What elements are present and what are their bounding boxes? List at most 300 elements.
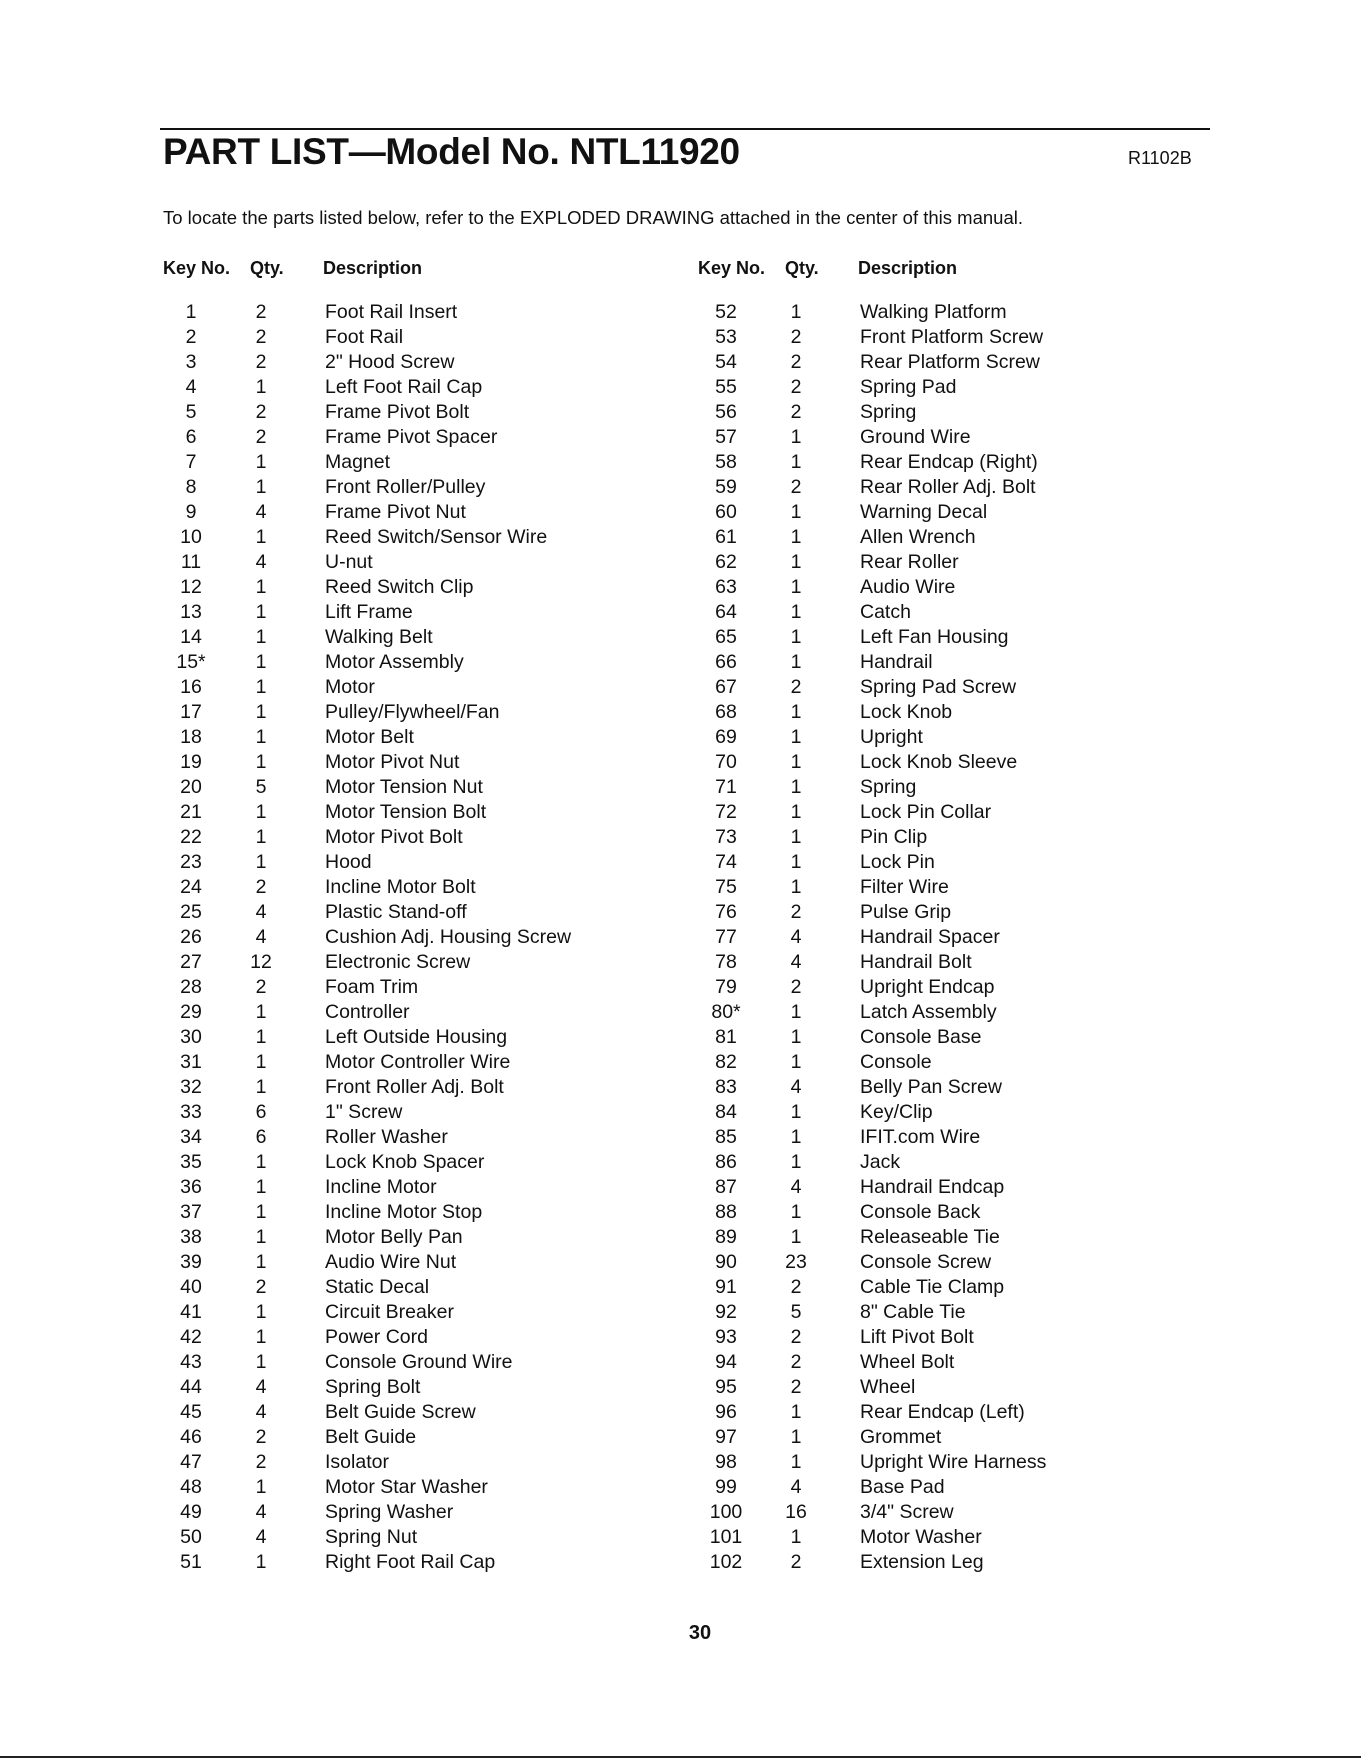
part-key-no: 24 <box>180 876 202 898</box>
part-qty: 1 <box>790 1526 802 1548</box>
part-qty: 1 <box>790 1126 802 1148</box>
part-key-no: 73 <box>715 826 737 848</box>
part-description: Front Roller Adj. Bolt <box>325 1076 504 1098</box>
part-description: Warning Decal <box>860 501 988 523</box>
part-qty: 1 <box>790 1101 802 1123</box>
part-qty: 2 <box>255 1451 267 1473</box>
part-qty: 1 <box>255 726 267 748</box>
part-description: Frame Pivot Nut <box>325 501 466 523</box>
part-description: Upright Wire Harness <box>860 1451 1047 1473</box>
part-key-no: 23 <box>180 851 202 873</box>
part-key-no: 85 <box>715 1126 737 1148</box>
part-description: Motor Washer <box>860 1526 982 1548</box>
part-key-no: 37 <box>180 1201 202 1223</box>
part-description: Reed Switch/Sensor Wire <box>325 526 548 548</box>
part-description: Spring Nut <box>325 1526 418 1548</box>
part-qty: 4 <box>790 926 802 948</box>
part-qty: 2 <box>255 351 267 373</box>
part-description: Key/Clip <box>860 1101 933 1123</box>
part-qty: 23 <box>785 1251 807 1273</box>
revision-code: R1102B <box>1128 148 1192 168</box>
part-description: Wheel <box>860 1376 916 1398</box>
part-qty: 1 <box>790 751 802 773</box>
part-description: Console Base <box>860 1026 982 1048</box>
part-description: 8" Cable Tie <box>860 1301 966 1323</box>
part-qty: 1 <box>790 526 802 548</box>
part-description: Base Pad <box>860 1476 945 1498</box>
part-key-no: 43 <box>180 1351 202 1373</box>
part-key-no: 79 <box>715 976 737 998</box>
part-description: Audio Wire <box>860 576 956 598</box>
part-key-no: 52 <box>715 301 737 323</box>
part-qty: 2 <box>790 476 802 498</box>
part-description: Controller <box>325 1001 410 1023</box>
part-key-no: 97 <box>715 1426 737 1448</box>
part-description: Audio Wire Nut <box>325 1251 457 1273</box>
part-key-no: 95 <box>715 1376 737 1398</box>
part-key-no: 31 <box>180 1051 202 1073</box>
part-description: Rear Roller <box>860 551 959 573</box>
part-qty: 1 <box>790 876 802 898</box>
part-key-no: 50 <box>180 1526 202 1548</box>
part-qty: 4 <box>255 926 267 948</box>
part-qty: 1 <box>255 1151 267 1173</box>
part-key-no: 12 <box>180 576 202 598</box>
part-description: Front Roller/Pulley <box>325 476 486 498</box>
part-qty: 1 <box>790 1426 802 1448</box>
part-description: Motor Tension Nut <box>325 776 483 798</box>
part-description: Foot Rail <box>325 326 404 348</box>
part-qty: 1 <box>255 826 267 848</box>
part-qty: 1 <box>790 1051 802 1073</box>
part-description: Right Foot Rail Cap <box>325 1551 496 1573</box>
part-key-no: 45 <box>180 1401 202 1423</box>
part-key-no: 78 <box>715 951 737 973</box>
part-key-no: 14 <box>180 626 202 648</box>
part-description: Cushion Adj. Housing Screw <box>325 926 572 948</box>
part-qty: 1 <box>790 1226 802 1248</box>
part-description: Lift Frame <box>325 601 413 623</box>
part-qty: 1 <box>255 1351 267 1373</box>
part-qty: 1 <box>255 851 267 873</box>
part-key-no: 74 <box>715 851 737 873</box>
part-qty: 1 <box>255 1001 267 1023</box>
part-qty: 1 <box>255 801 267 823</box>
part-key-no: 58 <box>715 451 737 473</box>
part-description: 3/4" Screw <box>860 1501 954 1523</box>
part-description: Magnet <box>325 451 391 473</box>
part-key-no: 98 <box>715 1451 737 1473</box>
part-key-no: 20 <box>180 776 202 798</box>
part-qty: 1 <box>255 476 267 498</box>
part-description: Cable Tie Clamp <box>860 1276 1005 1298</box>
page-title: PART LIST—Model No. NTL11920 <box>163 131 740 172</box>
part-key-no: 83 <box>715 1076 737 1098</box>
part-qty: 1 <box>255 1176 267 1198</box>
part-key-no: 63 <box>715 576 737 598</box>
part-description: Lock Knob <box>860 701 953 723</box>
part-key-no: 84 <box>715 1101 737 1123</box>
part-qty: 1 <box>255 576 267 598</box>
part-qty: 4 <box>255 901 267 923</box>
part-qty: 16 <box>785 1501 807 1523</box>
part-qty: 1 <box>790 651 802 673</box>
part-qty: 1 <box>255 1201 267 1223</box>
part-key-no: 75 <box>715 876 737 898</box>
part-qty: 2 <box>255 976 267 998</box>
part-description: Spring Pad <box>860 376 957 398</box>
part-qty: 1 <box>790 426 802 448</box>
part-key-no: 28 <box>180 976 202 998</box>
part-qty: 2 <box>790 1376 802 1398</box>
part-qty: 1 <box>790 701 802 723</box>
part-key-no: 42 <box>180 1326 202 1348</box>
part-qty: 4 <box>790 1076 802 1098</box>
part-qty: 4 <box>255 1526 267 1548</box>
part-description: Console Back <box>860 1201 981 1223</box>
part-description: Handrail Endcap <box>860 1176 1005 1198</box>
part-description: Jack <box>860 1151 901 1173</box>
part-qty: 2 <box>790 901 802 923</box>
part-description: Circuit Breaker <box>325 1301 454 1323</box>
part-description: Lock Knob Spacer <box>325 1151 485 1173</box>
description-header: Description <box>858 258 958 278</box>
part-description: Power Cord <box>325 1326 428 1348</box>
part-description: Motor Pivot Nut <box>325 751 460 773</box>
part-qty: 1 <box>255 1026 267 1048</box>
part-description: Walking Belt <box>325 626 433 648</box>
part-qty: 2 <box>255 326 267 348</box>
part-description: Pin Clip <box>860 826 928 848</box>
part-key-no: 40 <box>180 1276 202 1298</box>
part-key-no: 41 <box>180 1301 202 1323</box>
part-qty: 4 <box>255 1401 267 1423</box>
part-description: Pulse Grip <box>860 901 952 923</box>
part-qty: 1 <box>790 576 802 598</box>
part-key-no: 65 <box>715 626 737 648</box>
part-qty: 1 <box>790 301 802 323</box>
part-key-no: 9 <box>185 501 197 523</box>
part-qty: 1 <box>255 701 267 723</box>
part-key-no: 92 <box>715 1301 737 1323</box>
part-description: Left Foot Rail Cap <box>325 376 483 398</box>
part-description: Motor Controller Wire <box>325 1051 511 1073</box>
part-key-no: 56 <box>715 401 737 423</box>
part-key-no: 16 <box>180 676 202 698</box>
part-key-no: 18 <box>180 726 202 748</box>
part-description: Rear Roller Adj. Bolt <box>860 476 1036 498</box>
part-key-no: 25 <box>180 901 202 923</box>
part-description: Console Ground Wire <box>325 1351 513 1373</box>
page-bottom-edge <box>0 1756 1361 1758</box>
part-description: Wheel Bolt <box>860 1351 955 1373</box>
part-description: Foam Trim <box>325 976 419 998</box>
part-description: Walking Platform <box>860 301 1007 323</box>
part-qty: 1 <box>790 1401 802 1423</box>
part-qty: 1 <box>255 1326 267 1348</box>
part-description: 2" Hood Screw <box>325 351 455 373</box>
description-header: Description <box>323 258 423 278</box>
part-description: Allen Wrench <box>860 526 976 548</box>
part-key-no: 70 <box>715 751 737 773</box>
part-description: Spring Washer <box>325 1501 454 1523</box>
part-key-no: 57 <box>715 426 737 448</box>
part-description: IFIT.com Wire <box>860 1126 981 1148</box>
part-key-no: 60 <box>715 501 737 523</box>
part-description: Filter Wire <box>860 876 949 898</box>
part-qty: 1 <box>790 501 802 523</box>
part-key-no: 10 <box>180 526 202 548</box>
part-qty: 1 <box>790 1001 802 1023</box>
part-key-no: 2 <box>185 326 197 348</box>
part-description: Belt Guide Screw <box>325 1401 476 1423</box>
part-key-no: 77 <box>715 926 737 948</box>
part-qty: 6 <box>255 1126 267 1148</box>
part-qty: 1 <box>255 451 267 473</box>
part-qty: 2 <box>790 1551 802 1573</box>
part-qty: 4 <box>255 1376 267 1398</box>
part-qty: 1 <box>790 626 802 648</box>
part-qty: 2 <box>790 976 802 998</box>
part-key-no: 96 <box>715 1401 737 1423</box>
part-description: Console Screw <box>860 1251 992 1273</box>
part-key-no: 55 <box>715 376 737 398</box>
part-qty: 1 <box>790 1151 802 1173</box>
part-description: Reed Switch Clip <box>325 576 474 598</box>
part-qty: 1 <box>255 1551 267 1573</box>
key-no-header: Key No. <box>698 258 766 278</box>
part-key-no: 49 <box>180 1501 202 1523</box>
part-qty: 1 <box>790 1201 802 1223</box>
part-description: Belt Guide <box>325 1426 417 1448</box>
part-qty: 1 <box>255 526 267 548</box>
part-qty: 1 <box>255 1476 267 1498</box>
part-description: Catch <box>860 601 911 623</box>
part-description: Roller Washer <box>325 1126 448 1148</box>
part-key-no: 8 <box>185 476 197 498</box>
part-qty: 12 <box>250 951 272 973</box>
part-qty: 4 <box>255 501 267 523</box>
part-qty: 1 <box>255 626 267 648</box>
part-qty: 4 <box>790 1176 802 1198</box>
part-qty: 2 <box>790 676 802 698</box>
part-description: Latch Assembly <box>860 1001 997 1023</box>
part-qty: 1 <box>255 1226 267 1248</box>
part-key-no: 67 <box>715 676 737 698</box>
part-qty: 1 <box>790 851 802 873</box>
part-qty: 2 <box>790 1351 802 1373</box>
part-key-no: 13 <box>180 601 202 623</box>
part-key-no: 44 <box>180 1376 202 1398</box>
part-description: Belly Pan Screw <box>860 1076 1002 1098</box>
part-qty: 1 <box>255 751 267 773</box>
part-description: Spring Bolt <box>325 1376 421 1398</box>
part-key-no: 53 <box>715 326 737 348</box>
part-description: Incline Motor Bolt <box>325 876 476 898</box>
qty-header: Qty. <box>250 258 284 278</box>
part-key-no: 66 <box>715 651 737 673</box>
part-qty: 1 <box>255 601 267 623</box>
part-qty: 5 <box>255 776 267 798</box>
part-description: Spring <box>860 776 917 798</box>
part-description: Upright Endcap <box>860 976 995 998</box>
part-key-no: 80* <box>711 1001 741 1023</box>
part-key-no: 6 <box>185 426 197 448</box>
part-description: Ground Wire <box>860 426 971 448</box>
part-key-no: 30 <box>180 1026 202 1048</box>
part-description: Console <box>860 1051 932 1073</box>
part-key-no: 87 <box>715 1176 737 1198</box>
part-description: Releaseable Tie <box>860 1226 1000 1248</box>
part-key-no: 19 <box>180 751 202 773</box>
part-key-no: 64 <box>715 601 737 623</box>
part-qty: 6 <box>255 1101 267 1123</box>
part-qty: 1 <box>255 1301 267 1323</box>
part-qty: 1 <box>255 1251 267 1273</box>
part-description: Motor Belt <box>325 726 414 748</box>
part-description: Hood <box>325 851 372 873</box>
part-key-no: 62 <box>715 551 737 573</box>
part-description: Handrail Bolt <box>860 951 972 973</box>
part-key-no: 47 <box>180 1451 202 1473</box>
part-key-no: 102 <box>709 1551 743 1573</box>
part-qty: 1 <box>255 1076 267 1098</box>
part-description: Foot Rail Insert <box>325 301 458 323</box>
part-description: Frame Pivot Spacer <box>325 426 498 448</box>
part-key-no: 61 <box>715 526 737 548</box>
part-description: Handrail <box>860 651 933 673</box>
part-qty: 5 <box>790 1301 802 1323</box>
part-key-no: 3 <box>185 351 197 373</box>
part-qty: 1 <box>790 451 802 473</box>
part-description: Left Outside Housing <box>325 1026 508 1048</box>
part-qty: 1 <box>255 1051 267 1073</box>
part-description: Lift Pivot Bolt <box>860 1326 974 1348</box>
part-key-no: 29 <box>180 1001 202 1023</box>
part-key-no: 34 <box>180 1126 202 1148</box>
part-key-no: 94 <box>715 1351 737 1373</box>
part-qty: 2 <box>255 301 267 323</box>
part-qty: 2 <box>255 876 267 898</box>
part-description: Motor Tension Bolt <box>325 801 487 823</box>
part-key-no: 100 <box>709 1501 743 1523</box>
part-qty: 1 <box>790 1026 802 1048</box>
part-key-no: 89 <box>715 1226 737 1248</box>
part-qty: 1 <box>790 826 802 848</box>
part-key-no: 91 <box>715 1276 737 1298</box>
part-key-no: 38 <box>180 1226 202 1248</box>
part-description: Upright <box>860 726 923 748</box>
part-qty: 4 <box>790 1476 802 1498</box>
part-key-no: 101 <box>709 1526 743 1548</box>
part-description: Pulley/Flywheel/Fan <box>325 701 500 723</box>
part-key-no: 90 <box>715 1251 737 1273</box>
part-qty: 2 <box>255 401 267 423</box>
part-key-no: 27 <box>180 951 202 973</box>
part-qty: 2 <box>790 326 802 348</box>
part-qty: 2 <box>255 1426 267 1448</box>
part-key-no: 51 <box>180 1551 202 1573</box>
part-qty: 2 <box>255 1276 267 1298</box>
page-number: 30 <box>688 1622 712 1644</box>
part-description: Electronic Screw <box>325 951 471 973</box>
part-description: Motor Assembly <box>325 651 464 673</box>
part-key-no: 72 <box>715 801 737 823</box>
part-key-no: 54 <box>715 351 737 373</box>
part-qty: 2 <box>790 351 802 373</box>
part-key-no: 93 <box>715 1326 737 1348</box>
part-key-no: 59 <box>715 476 737 498</box>
part-qty: 4 <box>255 1501 267 1523</box>
part-description: Rear Endcap (Right) <box>860 451 1038 473</box>
part-description: Motor Pivot Bolt <box>325 826 463 848</box>
part-description: Incline Motor <box>325 1176 437 1198</box>
part-key-no: 46 <box>180 1426 202 1448</box>
part-key-no: 88 <box>715 1201 737 1223</box>
part-description: Rear Endcap (Left) <box>860 1401 1025 1423</box>
part-key-no: 21 <box>180 801 202 823</box>
part-qty: 1 <box>790 726 802 748</box>
part-key-no: 71 <box>715 776 737 798</box>
part-qty: 2 <box>790 376 802 398</box>
part-description: Rear Platform Screw <box>860 351 1040 373</box>
part-key-no: 35 <box>180 1151 202 1173</box>
part-key-no: 48 <box>180 1476 202 1498</box>
part-qty: 2 <box>790 401 802 423</box>
part-qty: 2 <box>255 426 267 448</box>
part-key-no: 81 <box>715 1026 737 1048</box>
part-description: Left Fan Housing <box>860 626 1009 648</box>
part-description: Grommet <box>860 1426 942 1448</box>
part-description: Plastic Stand-off <box>325 901 467 923</box>
part-qty: 1 <box>790 551 802 573</box>
part-qty: 2 <box>790 1326 802 1348</box>
part-description: U-nut <box>325 551 373 573</box>
part-description: Lock Pin <box>860 851 935 873</box>
part-description: Extension Leg <box>860 1551 984 1573</box>
qty-header: Qty. <box>785 258 819 278</box>
part-key-no: 86 <box>715 1151 737 1173</box>
key-no-header: Key No. <box>163 258 231 278</box>
part-key-no: 36 <box>180 1176 202 1198</box>
part-description: Incline Motor Stop <box>325 1201 483 1223</box>
part-key-no: 99 <box>715 1476 737 1498</box>
part-qty: 1 <box>255 676 267 698</box>
part-description: Lock Knob Sleeve <box>860 751 1018 773</box>
part-description: Spring <box>860 401 917 423</box>
part-key-no: 69 <box>715 726 737 748</box>
part-qty: 1 <box>255 651 267 673</box>
part-key-no: 76 <box>715 901 737 923</box>
part-key-no: 33 <box>180 1101 202 1123</box>
part-qty: 1 <box>790 776 802 798</box>
part-key-no: 1 <box>185 301 197 323</box>
part-key-no: 5 <box>185 401 197 423</box>
part-qty: 2 <box>790 1276 802 1298</box>
part-description: Frame Pivot Bolt <box>325 401 470 423</box>
intro-text: To locate the parts listed below, refer to the EXPLODED DRAWING attached in the center of this manual. <box>163 207 1023 228</box>
part-description: Front Platform Screw <box>860 326 1044 348</box>
part-description: Handrail Spacer <box>860 926 1000 948</box>
part-qty: 4 <box>790 951 802 973</box>
part-key-no: 17 <box>180 701 202 723</box>
part-key-no: 11 <box>180 551 202 573</box>
part-description: Motor Star Washer <box>325 1476 488 1498</box>
part-qty: 1 <box>790 601 802 623</box>
part-qty: 1 <box>790 801 802 823</box>
part-qty: 1 <box>790 1451 802 1473</box>
part-qty: 4 <box>255 551 267 573</box>
